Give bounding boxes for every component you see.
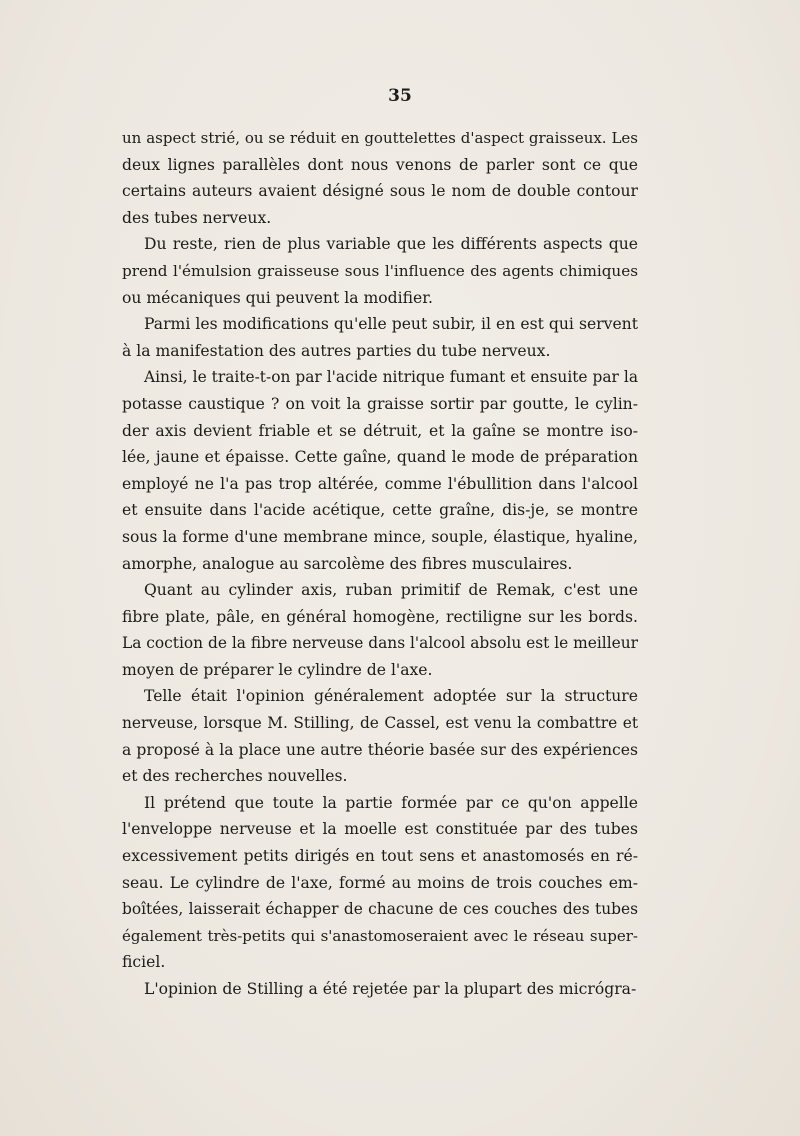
page-number: 35 bbox=[388, 86, 412, 106]
text-line: potasse caustique ? on voit la graisse sortir par goutte, le cylin- bbox=[122, 394, 638, 413]
text-line: der axis devient friable et se détruit, et la gaîne se montre iso- bbox=[122, 421, 638, 440]
text-line: ou mécaniques qui peuvent la modifier. bbox=[122, 288, 433, 307]
text-line: des tubes nerveux. bbox=[122, 208, 272, 227]
text-line: et ensuite dans l'acide acétique, cette graîne, dis-je, se montre bbox=[122, 501, 638, 520]
text-line: et des recherches nouvelles. bbox=[122, 767, 348, 786]
text-line: sous la forme d'une membrane mince, souple, élastique, hyaline, bbox=[122, 527, 638, 546]
text-line: Du reste, rien de plus variable que les différents aspects que bbox=[144, 235, 638, 254]
text-line: nerveuse, lorsque M. Stilling, de Cassel, est venu la combattre et bbox=[122, 714, 638, 733]
text-line: fibre plate, pâle, en général homogène, rectiligne sur les bords. bbox=[122, 607, 638, 626]
text-line: employé ne l'a pas trop altérée, comme l'ébullition dans l'alcool bbox=[122, 474, 638, 493]
text-line: Il prétend que toute la partie formée par ce qu'on appelle bbox=[144, 793, 638, 812]
text-line: à la manifestation des autres parties du tube nerveux. bbox=[122, 341, 551, 360]
paragraph bbox=[122, 231, 638, 311]
text-line: ficiel. bbox=[122, 953, 166, 972]
text-line: boîtées, laisserait échapper de chacune de ces couches des tubes bbox=[122, 900, 638, 919]
text-line: La coction de la fibre nerveuse dans l'alcool absolu est le meilleur bbox=[122, 634, 638, 653]
body-text bbox=[122, 125, 638, 1003]
text-line: Quant au cylinder axis, ruban primitif de Remak, c'est une bbox=[144, 581, 638, 600]
text-line: également très-petits qui s'anastomoseraient avec le réseau super- bbox=[122, 926, 638, 945]
paragraph bbox=[122, 577, 638, 683]
text-line: Parmi les modifications qu'elle peut subir, il en est qui servent bbox=[144, 315, 638, 334]
paragraph bbox=[122, 364, 638, 577]
text-line: l'enveloppe nerveuse et la moelle est constituée par des tubes bbox=[122, 820, 638, 839]
text-line: moyen de préparer le cylindre de l'axe. bbox=[122, 660, 433, 679]
text-line: lée, jaune et épaisse. Cette gaîne, quand le mode de préparation bbox=[122, 448, 638, 467]
text-line: L'opinion de Stilling a été rejetée par la plupart des micrógra- bbox=[144, 980, 637, 998]
paragraph bbox=[122, 976, 638, 1003]
text-line: Ainsi, le traite-t-on par l'acide nitrique fumant et ensuite par la bbox=[144, 368, 638, 387]
paragraph bbox=[122, 790, 638, 976]
text-line: deux lignes parallèles dont nous venons de parler sont ce que bbox=[122, 155, 638, 174]
paragraph bbox=[122, 311, 638, 364]
text-line: amorphe, analogue au sarcolème des fibres musculaires. bbox=[122, 554, 573, 573]
text-line: certains auteurs avaient désigné sous le nom de double contour bbox=[122, 182, 638, 201]
paragraph bbox=[122, 683, 638, 789]
text-line: seau. Le cylindre de l'axe, formé au moins de trois couches em- bbox=[122, 873, 638, 892]
text-line: un aspect strié, ou se réduit en gouttelettes d'aspect graisseux. Les bbox=[122, 129, 638, 147]
text-line: Telle était l'opinion généralement adoptée sur la structure bbox=[144, 687, 638, 706]
text-line: a proposé à la place une autre théorie basée sur des expériences bbox=[122, 740, 638, 759]
text-line: prend l'émulsion graisseuse sous l'influence des agents chimiques bbox=[122, 261, 638, 280]
text-line: excessivement petits dirigés en tout sens et anastomosés en ré- bbox=[122, 847, 638, 866]
paragraph bbox=[122, 125, 638, 231]
